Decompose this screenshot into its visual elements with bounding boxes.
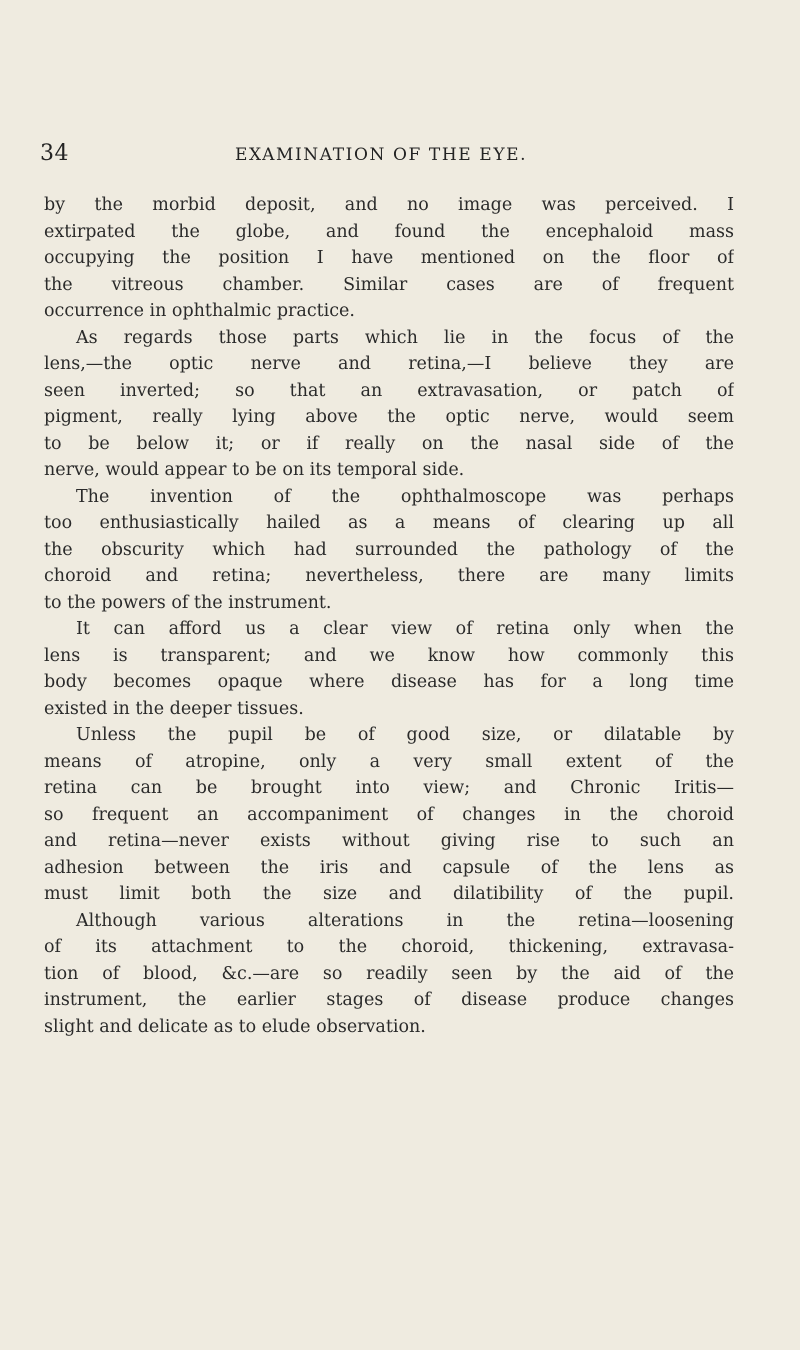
- text-line: adhesion between the iris and capsule of the lens as: [44, 857, 734, 878]
- text-line: too enthusiastically hailed as a means of clearing up all: [44, 513, 734, 533]
- text-line: body becomes opaque where disease has for a long time: [44, 672, 734, 692]
- text-line: lens,—the optic nerve and retina,—I believe they are: [44, 354, 734, 374]
- paragraph-first-line: The invention of the ophthalmoscope was perhaps: [76, 486, 734, 507]
- paragraph-first-line: Although various alterations in the retina—loosening: [76, 910, 734, 931]
- text-line: existed in the deeper tissues.: [44, 698, 304, 719]
- text-line: to be below it; or if really on the nasal side of the: [44, 433, 734, 454]
- text-line: by the morbid deposit, and no image was perceived. I: [44, 195, 734, 215]
- text-line: choroid and retina; nevertheless, there are many limits: [44, 566, 734, 586]
- text-line: instrument, the earlier stages of disease produce changes: [44, 990, 734, 1010]
- text-line: slight and delicate as to elude observation.: [44, 1016, 426, 1037]
- text-line: seen inverted; so that an extravasation, or patch of: [44, 380, 734, 401]
- text-line: to the powers of the instrument.: [44, 592, 332, 613]
- paragraph-first-line: Unless the pupil be of good size, or dilatable by: [76, 725, 734, 745]
- text-line: extirpated the globe, and found the encephaloid mass: [44, 221, 734, 242]
- page-number: 34: [40, 141, 69, 166]
- text-line: lens is transparent; and we know how commonly this: [44, 645, 734, 666]
- text-line: nerve, would appear to be on its temporal side.: [44, 460, 465, 480]
- page-header: [40, 141, 730, 171]
- text-line: means of atropine, only a very small extent of the: [44, 751, 734, 772]
- running-head: EXAMINATION OF THE EYE.: [235, 145, 528, 165]
- text-line: the vitreous chamber. Similar cases are of frequent: [44, 274, 734, 295]
- paragraph-first-line: It can afford us a clear view of retina only when the: [76, 619, 734, 639]
- text-line: and retina—never exists without giving rise to such an: [44, 831, 734, 851]
- text-line: must limit both the size and dilatibility of the pupil.: [44, 884, 734, 904]
- text-line: pigment, really lying above the optic nerve, would seem: [44, 407, 734, 427]
- text-line: so frequent an accompaniment of changes in the choroid: [44, 804, 734, 825]
- text-line: the obscurity which had surrounded the pathology of the: [44, 539, 734, 560]
- body-text: [44, 192, 734, 1040]
- text-line: retina can be brought into view; and Chronic Iritis—: [44, 778, 734, 798]
- text-line: occurrence in ophthalmic practice.: [44, 301, 355, 321]
- text-line: occupying the position I have mentioned on the floor of: [44, 248, 734, 268]
- paragraph-first-line: As regards those parts which lie in the focus of the: [76, 327, 734, 348]
- text-line: tion of blood, &c.—are so readily seen by the aid of the: [44, 963, 734, 984]
- text-line: of its attachment to the choroid, thickening, extravasa-: [44, 937, 734, 957]
